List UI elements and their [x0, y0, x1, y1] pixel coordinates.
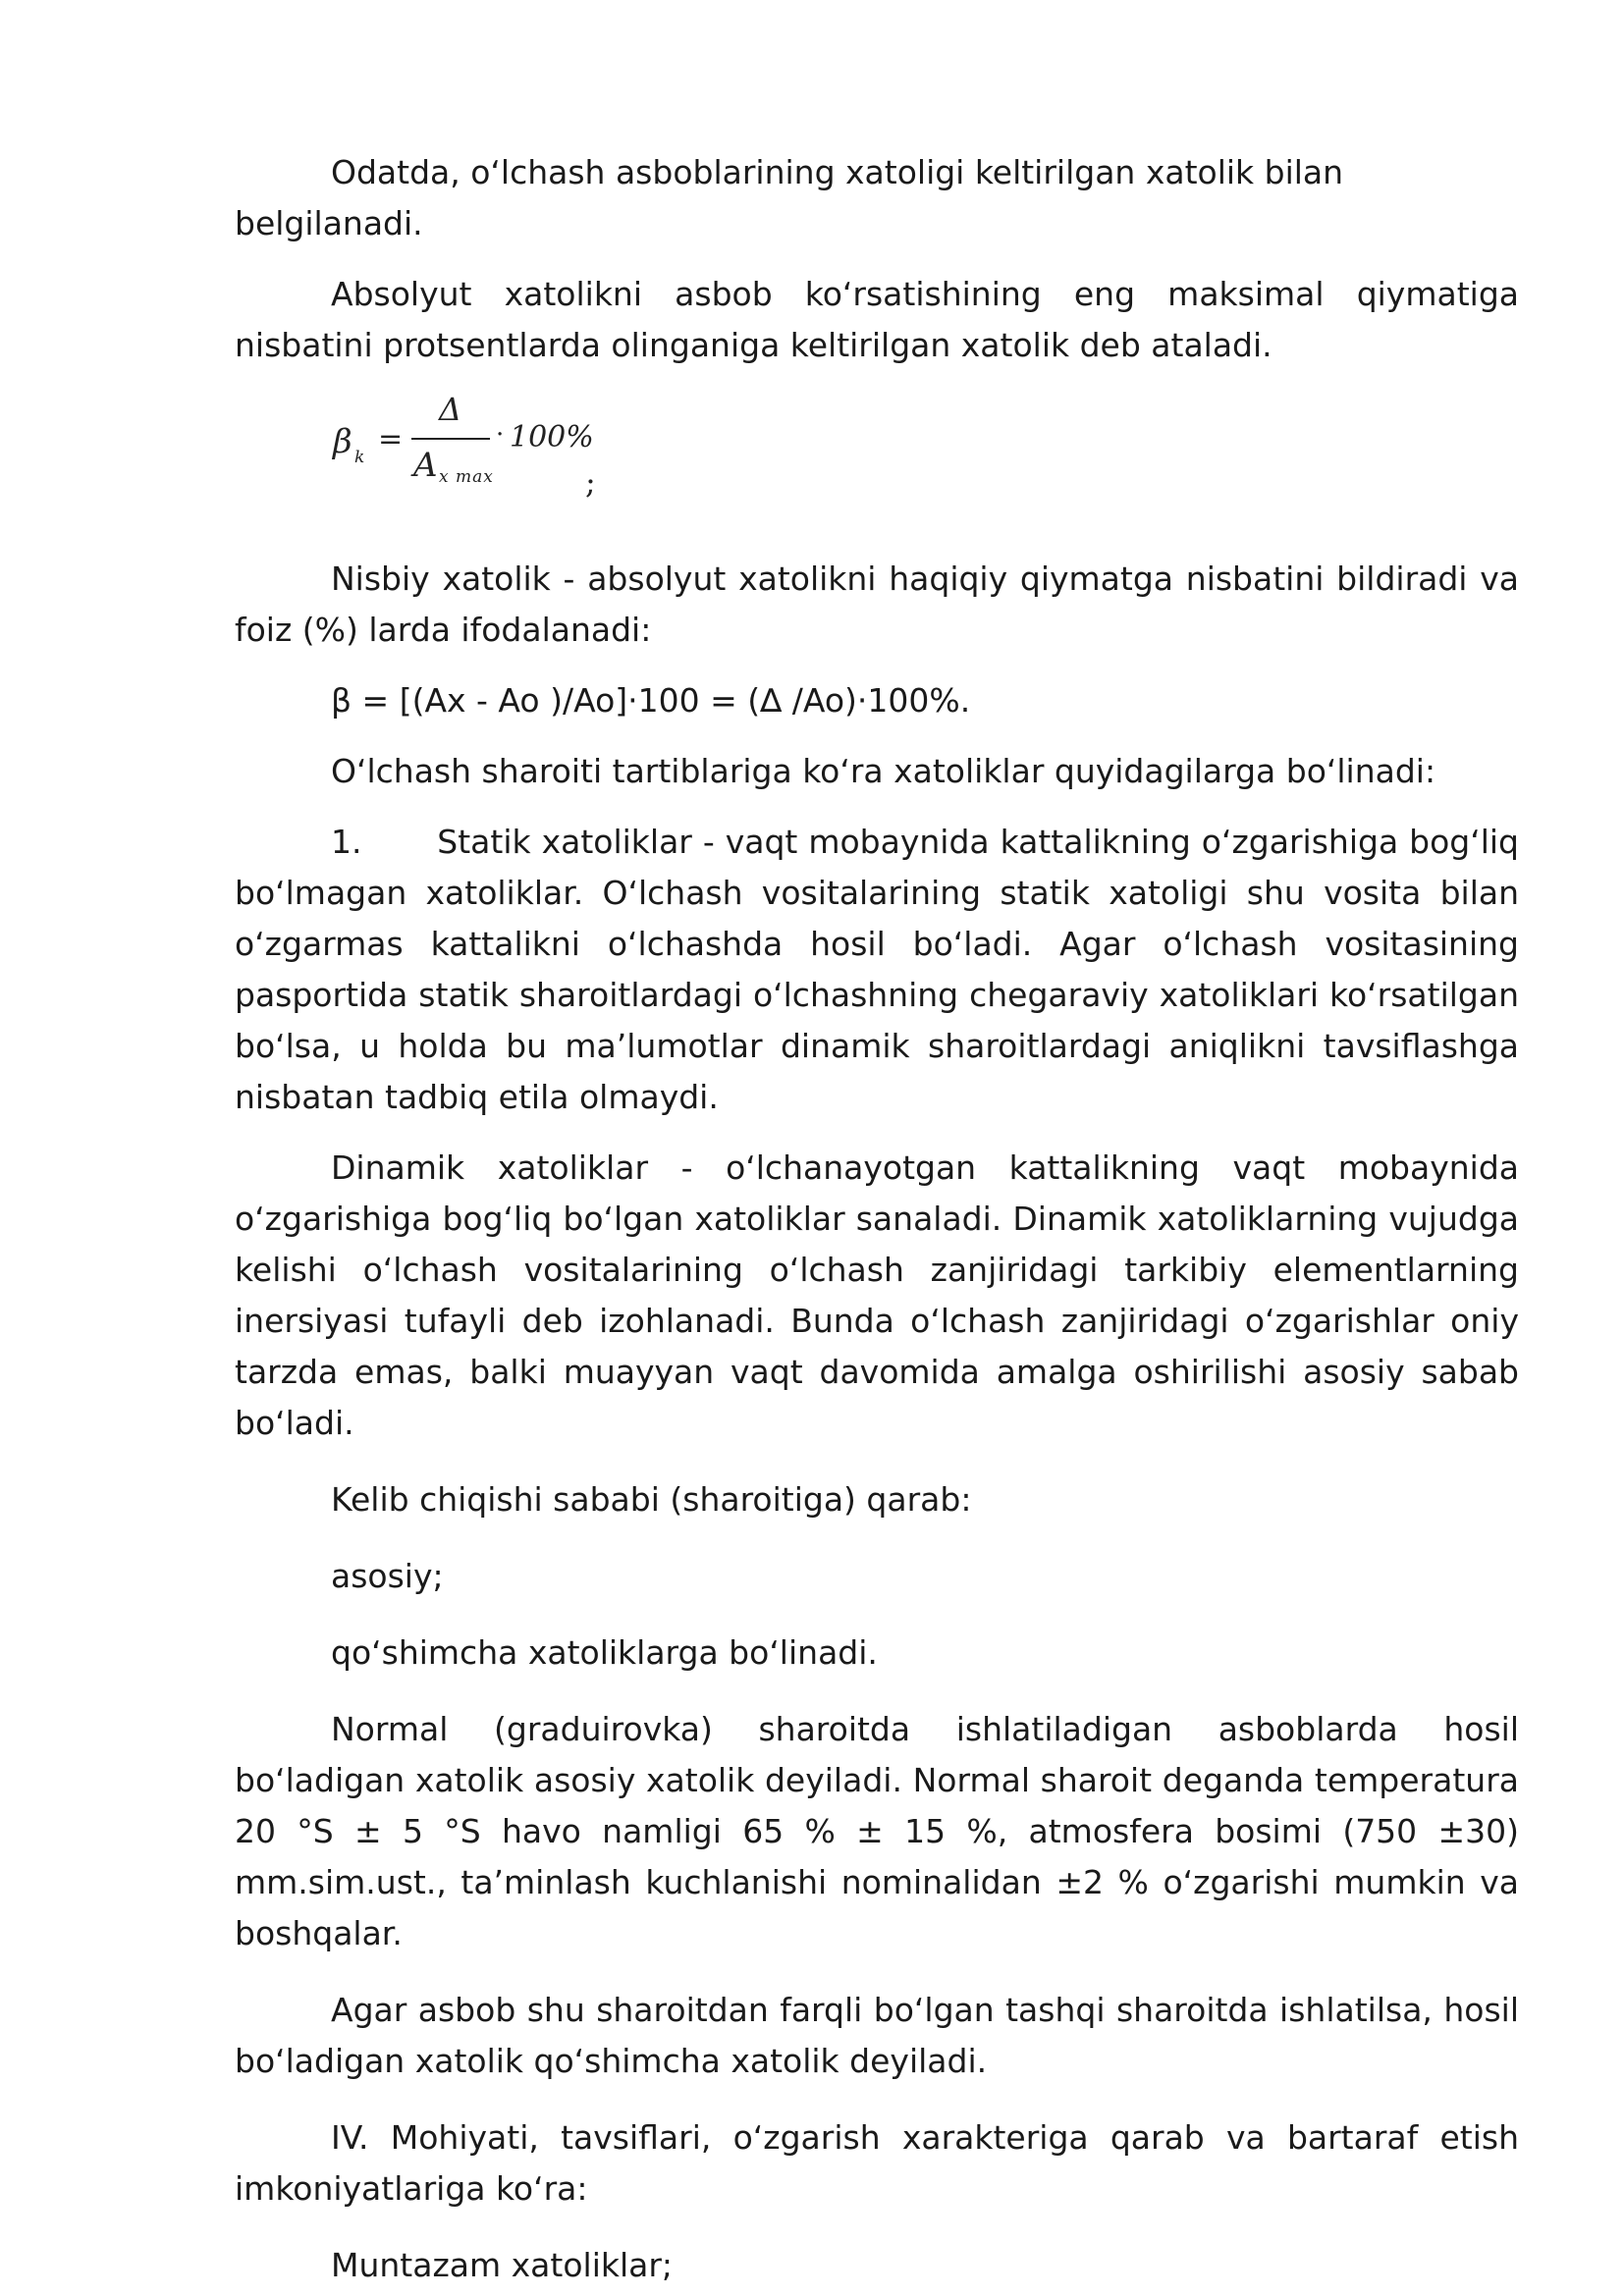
list-item-additional: qoʻshimcha xatoliklarga boʻlinadi. [331, 1633, 878, 1672]
formula-equals: = [378, 422, 404, 456]
formula-denominator: A [413, 446, 438, 485]
paragraph-intro: Odatda, oʻlchash asboblarining xatoligi keltirilgan xatolik bilan belgilanadi. [235, 153, 1344, 242]
list-item-systematic: Muntazam xatoliklar; [331, 2246, 674, 2284]
formula-factor: 100% [510, 420, 594, 454]
paragraph-relative-error-formula: β = [(Ax - Ao )/Ao]·100 = (∆ /Ao)·100%. [331, 681, 971, 720]
paragraph-reduced-error-definition: Absolyut xatolikni asbob koʻrsatishining eng maksimal qiymatiga nisbatini protsentlarda olinganiga keltirilgan xatolik deb ataladi. [235, 275, 1519, 364]
paragraph-dynamic-errors: Dinamik xatoliklar - oʻlchanayotgan kattalikning vaqt mobaynida oʻzgarishiga bogʻliq boʻlgan xatoliklar sanaladi. Dinamik xatoliklarning vujudga kelishi oʻlchash vositalarining oʻlchash zanjiridagi tarkibiy elementlarning inersiyasi tufayli deb izohlanadi. Bunda oʻlchash zanjiridagi oʻzgarishlar oniy tarzda emas, balki muayyan vaqt davomida amalga oshirilishi asosiy sabab boʻladi. [235, 1148, 1519, 1442]
document-page [235, 147, 1519, 2291]
formula-terminator: ; [585, 463, 596, 501]
formula-multiply: · [496, 420, 505, 450]
reduced-error-formula [333, 391, 1519, 534]
paragraph-origin-intro: Kelib chiqishi sababi (sharoitiga) qarab: [331, 1480, 972, 1519]
formula-numerator: Δ [439, 391, 462, 428]
fraction-bar [411, 438, 490, 440]
formula-denominator-subscript: x max [439, 467, 494, 487]
paragraph-normal-conditions: Normal (graduirovka) sharoitda ishlatiladigan asboblarda hosil boʻladigan xatolik asosiy xatolik deyiladi. Normal sharoit deganda temperatura 20 °S ± 5 °S havo namligi 65 % ± 15 %, atmosfera bosimi (750 ±30) mm.sim.ust., taʼminlash kuchlanishi nominalidan ±2 % oʻzgarishi mumkin va boshqalar. [235, 1710, 1519, 1952]
formula-beta: β [333, 422, 352, 461]
paragraph-classification-intro: Oʻlchash sharoiti tartiblariga koʻra xatoliklar quyidagilarga boʻlinadi: [331, 752, 1436, 790]
formula-beta-subscript: k [354, 448, 365, 467]
paragraph-additional-error: Agar asbob shu sharoitdan farqli boʻlgan tashqi sharoitda ishlatilsa, hosil boʻladigan xatolik qoʻshimcha xatolik deyiladi. [235, 1991, 1519, 2080]
paragraph-relative-error-definition: Nisbiy xatolik - absolyut xatolikni haqiqiy qiymatga nisbatini bildiradi va foiz (%) larda ifodalanadi: [235, 560, 1519, 649]
list-item-basic: asosiy; [331, 1557, 444, 1595]
paragraph-section-iv: IV. Mohiyati, tavsiflari, oʻzgarish xarakteriga qarab va bartaraf etish imkoniyatlariga koʻra: [235, 2118, 1519, 2208]
paragraph-static-errors: 1. Statik xatoliklar - vaqt mobaynida kattalikning oʻzgarishiga bogʻliq boʻlmagan xatoliklar. Oʻlchash vositalarining statik xatoligi shu vosita bilan oʻzgarmas kattalikni oʻlchashda hosil boʻladi. Agar oʻlchash vositasining pasportida statik sharoitlardagi oʻlchashning chegaraviy xatoliklari koʻrsatilgan boʻlsa, u holda bu maʼlumotlar dinamik sharoitlardagi aniqlikni tavsiflashga nisbatan tadbiq etila olmaydi. [235, 823, 1519, 1116]
